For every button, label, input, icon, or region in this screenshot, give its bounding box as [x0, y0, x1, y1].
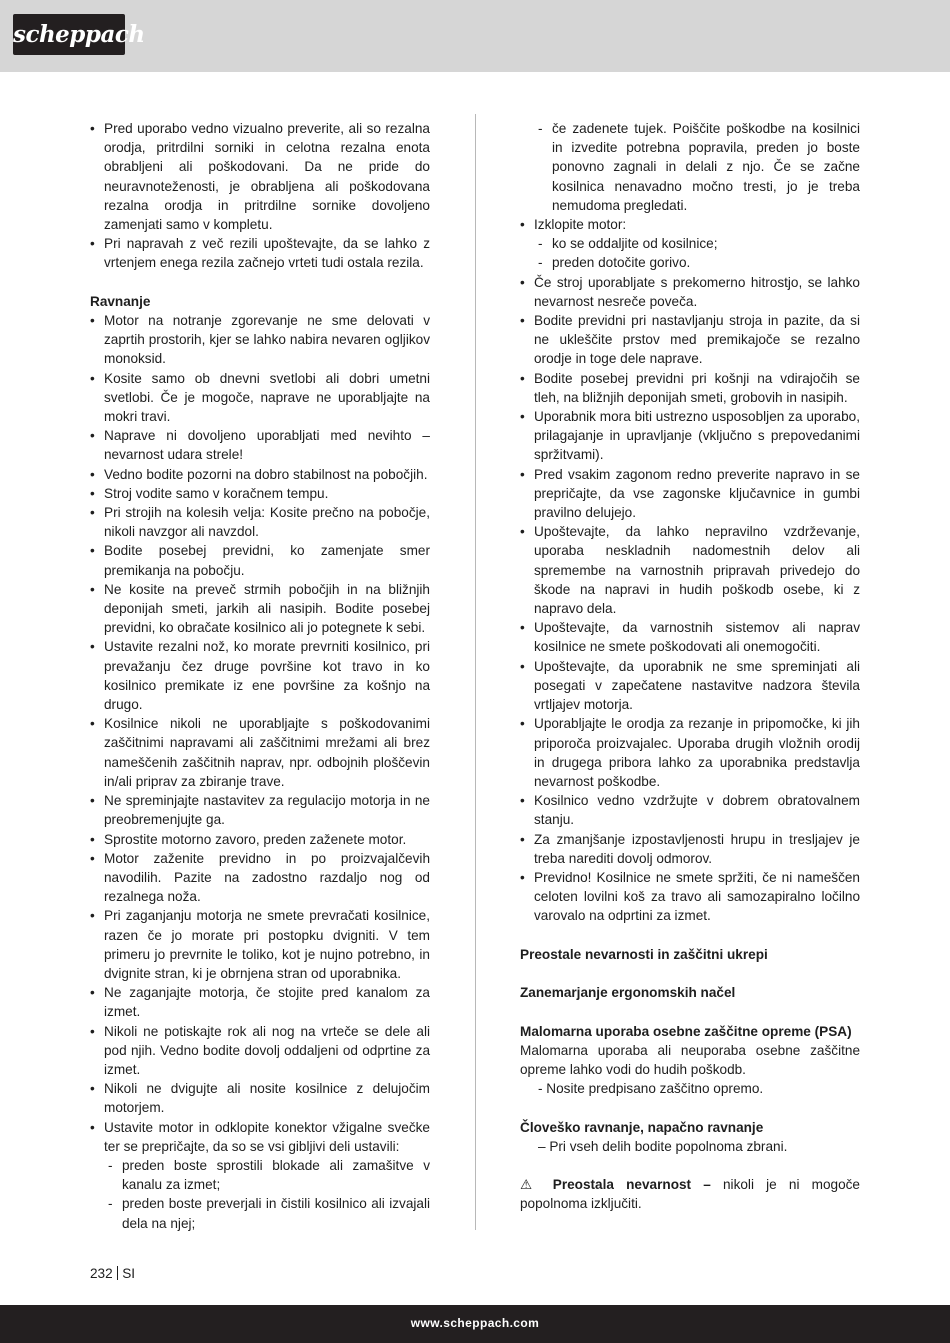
safety-list	[520, 273, 860, 926]
warning-text: nikoli je ni mogoče popolnoma izključiti.	[520, 1177, 860, 1212]
psa-item: - Nosite predpisano zaščitno opremo.	[538, 1081, 764, 1097]
ravnanje-last-list	[90, 1118, 430, 1233]
list-item: • Za zmanjšanje izpostavljenosti hrupu in tresljajev je treba narediti dovolj odmorov.	[520, 830, 860, 868]
list-item: • Ne zaganjajte motorja, če stojite pred kanalom za izmet.	[90, 983, 430, 1021]
intro-list	[90, 119, 430, 273]
list-item: • Bodite posebej previdni pri košnji na vdirajočih se tleh, na bližnjih deponijah smeti, grobovih in nasipih.	[520, 369, 860, 407]
right-column	[520, 119, 860, 1214]
list-item: • Pred vsakim zagonom redno preverite napravo in se prepričajte, da vse zagonske ključavnice in gumbi pravilno delujejo.	[520, 465, 860, 523]
section-heading-ravnanje: Ravnanje	[90, 293, 151, 309]
list-item: • Če stroj uporabljate s prekomerno hitrostjo, se lahko nevarnost nesreče poveča.	[520, 273, 860, 311]
list-item: • Pri strojih na kolesih velja: Kosite prečno na pobočje, nikoli navzgor ali navzdol.	[90, 503, 430, 541]
list-item	[90, 1118, 430, 1233]
list-item: • Pri zaganjanju motorja ne smete prevračati kosilnice, razen če jo morate pri postopku dvigniti. V tem primeru jo prevrnite le toliko, kot je nujno potrebno, in dvignite stran, ki je obrnjena stran od uporabnika.	[90, 906, 430, 983]
sub-list	[104, 1156, 430, 1233]
list-item: • Upoštevajte, da lahko nepravilno vzdrževanje, uporaba neskladnih nadomestnih delov ali spremembe na varnostnih pripravah privedejo do škode na napravi in hudih poškodb osebe, ki z napravo dela.	[520, 522, 860, 618]
column-divider	[475, 114, 476, 1230]
list-item: • Naprave ni dovoljeno uporabljati med nevihto – nevarnost udara strele!	[90, 426, 430, 464]
list-item: • Uporabljajte le orodja za rezanje in pripomočke, ki jih priporoča proizvajalec. Uporaba drugih vložnih orodij in drugega pribora lahko za uporabnika predstavlja nevarnost poškodbe.	[520, 714, 860, 791]
section-heading-behaviour: Človeško ravnanje, napačno ravnanje	[520, 1119, 764, 1135]
list-item: • Upoštevajte, da varnostnih sistemov ali naprav kosilnice ne smete poškodovati ali onemogočiti.	[520, 618, 860, 656]
motor-off-list	[520, 215, 860, 273]
list-item: • Nikoli ne potiskajte rok ali nog na vrteče se dele ali pod njih. Vedno bodite dovolj oddaljeni od odprtine za izmet.	[90, 1022, 430, 1080]
list-item: • Pri napravah z več rezili upoštevajte, da se lahko z vrtenjem enega rezila začnejo vrteti tudi ostala rezila.	[90, 234, 430, 272]
header-bar	[0, 0, 950, 72]
list-item: • Kosilnice nikoli ne uporabljajte s poškodovanimi zaščitnimi napravami ali zaščitnimi mrežami ali brez nameščenih zaščitnih naprav, npr. odbojnih ploščevin in/ali priprav za zbiranje trave.	[90, 714, 430, 791]
brand-logo: scheppach	[13, 14, 125, 55]
list-item: • Motor na notranje zgorevanje ne sme delovati v zaprtih prostorih, kjer se lahko nabira nevaren ogljikov monoksid.	[90, 311, 430, 369]
list-item: • Nikoli ne dvigujte ali nosite kosilnice z delujočim motorjem.	[90, 1079, 430, 1117]
list-item: • Pred uporabo vedno vizualno preverite, ali so rezalna orodja, pritrdilni sorniki in celotna rezalna enota obrabljeni ali poškodovani. Da ne pride do neuravnoteženosti, je obrabljena ali poškodovana rezalna orodja in pritrdilne sornike dovoljeno zamenjati samo v kompletu.	[90, 119, 430, 234]
list-item: - ko se oddaljite od kosilnice;	[534, 234, 860, 253]
list-item: • Sprostite motorno zavoro, preden zaženete motor.	[90, 830, 430, 849]
left-column	[90, 119, 430, 1233]
section-heading-ergonomics: Zanemarjanje ergonomskih načel	[520, 985, 736, 1001]
section-heading-psa: Malomarna uporaba osebne zaščitne opreme (PSA)	[520, 1023, 852, 1039]
behaviour-item: – Pri vseh delih bodite popolnoma zbrani.	[538, 1138, 788, 1154]
page-number-value: 232	[90, 1266, 113, 1281]
psa-text: Malomarna uporaba ali neuporaba osebne zaščitne opreme lahko vodi do hudih poškodb.	[520, 1042, 860, 1077]
list-item: - preden boste sprostili blokade ali zamašitve v kanalu za izmet;	[104, 1156, 430, 1194]
language-code: SI	[122, 1266, 136, 1281]
continued-sub-list	[534, 119, 860, 215]
list-item: • Ne kosite na preveč strmih pobočjih in na bližnjih deponijah smeti, jarkih ali nasipih. Bodite posebej previdni, ko obračate kosilnico ali jo potegnete k sebi.	[90, 580, 430, 638]
list-item: • Kosite samo ob dnevni svetlobi ali dobri umetni svetlobi. Če je mogoče, naprave ne uporabljajte na mokri travi.	[90, 369, 430, 427]
list-item: • Kosilnico vedno vzdržujte v dobrem obratovalnem stanju.	[520, 791, 860, 829]
ravnanje-list	[90, 311, 430, 1118]
warning-label: Preostala nevarnost –	[552, 1177, 711, 1193]
list-item: • Vedno bodite pozorni na dobro stabilnost na pobočjih.	[90, 465, 430, 484]
list-item: • Motor zaženite previdno in po proizvajalčevih navodilih. Pazite na zadostno razdaljo nog od rezalnega noža.	[90, 849, 430, 907]
page-number	[90, 1264, 135, 1283]
list-item: • Previdno! Kosilnice ne smete spržiti, če ni nameščen celoten lovilni koš za travo ali samozapiralno ločilno varovalo na odprtini za izmet.	[520, 868, 860, 926]
list-item: • Bodite previdni pri nastavljanju stroja in pazite, da si ne ukleščite prstov med premikajoče se rezalno orodje in toge dele naprave.	[520, 311, 860, 369]
warning-icon: ⚠	[520, 1177, 541, 1193]
list-item	[520, 215, 860, 273]
list-item-text: Izklopite motor:	[534, 217, 627, 233]
list-item: • Ustavite rezalni nož, ko morate prevrniti kosilnico, pri prevažanju čez druge površine kot travo in ko kosilnico premikate iz ene površine za košnjo na drugo.	[90, 637, 430, 714]
list-item: - preden boste preverjali in čistili kosilnico ali izvajali dela na njej;	[104, 1194, 430, 1232]
list-item: • Bodite posebej previdni, ko zamenjate smer premikanja na pobočju.	[90, 541, 430, 579]
residual-risk-warning	[520, 1175, 860, 1213]
footer-url[interactable]: www.scheppach.com	[410, 1316, 540, 1330]
sub-list	[534, 234, 860, 272]
list-item: • Upoštevajte, da uporabnik ne sme spreminjati ali posegati v zapečatene nastavitve nadzora števila vrtljajev motorja.	[520, 657, 860, 715]
list-item: • Ne spreminjajte nastavitev za regulacijo motorja in ne preobremenjujte ga.	[90, 791, 430, 829]
list-item-text: Ustavite motor in odklopite konektor vžigalne svečke ter se prepričajte, da so se vsi gibljivi deli ustavili:	[104, 1119, 430, 1154]
section-heading-residual-risks: Preostale nevarnosti in zaščitni ukrepi	[520, 946, 768, 962]
list-item: - preden dotočite gorivo.	[534, 253, 860, 272]
list-item: - če zadenete tujek. Poiščite poškodbe na kosilnici in izvedite potrebna popravila, preden jo boste ponovno zagnali in delali z njo. Če se začne kosilnica nenavadno močno tresti, jo je treba nemudoma pregledati.	[534, 119, 860, 215]
list-item: • Stroj vodite samo v koračnem tempu.	[90, 484, 430, 503]
list-item: • Uporabnik mora biti ustrezno usposobljen za uporabo, prilagajanje in upravljanje (vključno s prepovedanimi spržitvami).	[520, 407, 860, 465]
